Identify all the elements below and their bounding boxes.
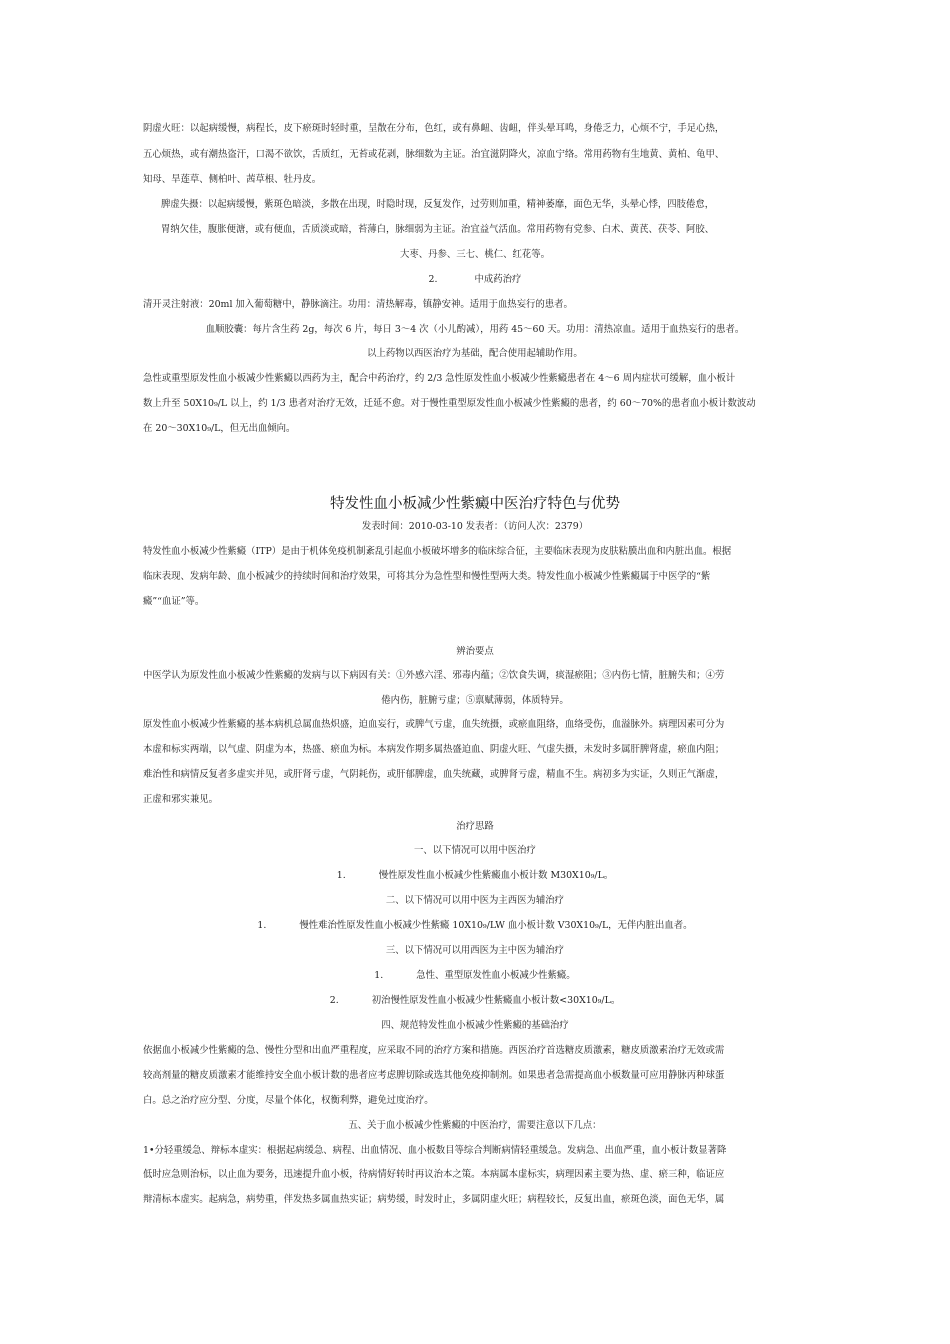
item-number: 1. [257,920,267,931]
xuemai-line: 血顺胶囊：每片含生药 2g，每次 6 片，每日 3～4 次（小儿酌减），用药 45～60 天。功用：清热凉血。适用于血热妄行的患者。 [205,324,745,335]
s5-line-3: 辩清标本虚实。起病急，病势重，伴发热多属血热实证；病势缓，时发时止，多属阴虚火旺；病程较长，反复出血，瘀斑色淡，面色无华，属 [143,1194,725,1205]
s5-heading: 五、关于血小板减少性紫癜的中医治疗，需要注意以下几点： [348,1120,602,1131]
item-text: 慢性难治性原发性血小板减少性紫癜 10X10₉/LW 血小板计数 V30X10₉/L，无伴内脏出血者。 [299,920,693,931]
item-text: 急性、重型原发性血小板减少性紫癜。 [416,970,576,981]
pathogenesis-line-1: 原发性血小板减少性紫癜的基本病机总属血热炽盛，迫血妄行，或脾气亏虚，血失统摄，或瘀血阻络，血络受伤，血溢脉外。病理因素可分为 [143,719,725,730]
yin-xu-line-2: 五心烦热，或有潮热盗汗，口渴不欲饮，舌质红，无苔或花剥，脉细数为主证。治宜滋阴降火，凉血宁络。常用药物有生地黄、黄柏、龟甲、 [143,149,725,160]
heading-zhongchengyao [0,274,950,286]
prognosis-line-1: 急性或重型原发性血小板减少性紫癜以西药为主，配合中药治疗，约 2/3 急性原发性血小板减少性紫癜患者在 4～6 周内症状可缓解，血小板计 [143,373,736,384]
item-text: 慢性原发性血小板减少性紫癜血小板计数 M30X10₉/L。 [378,870,614,881]
s2-item [0,920,950,932]
yin-xu-line-1: 阴虚火旺：以起病缓慢，病程长，皮下瘀斑时轻时重，呈散在分布，色红，或有鼻衄、齿衄，伴头晕耳鸣，身倦乏力，心烦不宁，手足心热， [143,123,725,134]
heading-number: 2. [428,274,438,285]
heading-text: 中成药治疗 [474,274,522,285]
prognosis-line-3: 在 20～30X10₉/L，但无出血倾向。 [143,423,296,434]
causes-line-2: 倦内伤，脏腑亏虚；⑤禀赋薄弱，体质特异。 [381,695,569,706]
s4-line-2: 较高剂量的糖皮质激素才能维持安全血小板计数的患者应考虑脾切除或选其他免疫抑制剂。如果患者急需提高血小板数量可应用静脉丙种球蛋 [143,1070,725,1081]
article-title: 特发性血小板减少性紫癜中医治疗特色与优势 [330,496,620,512]
s4-heading: 四、规范特发性血小板减少性紫癜的基础治疗 [381,1020,569,1031]
s5-line-1: 1•分轻重缓急、辩标本虚实：根据起病缓急、病程、出血情况、血小板数目等综合判断病情轻重缓急。发病急、出血严重，血小板计数显著降 [143,1145,727,1156]
yin-xu-line-3: 知母、旱莲草、侧柏叶、茜草根、牡丹皮。 [143,174,322,185]
s1-heading: 一、以下情况可以用中医治疗 [414,845,536,856]
s5-line-2: 低时应急则治标，以止血为要务，迅速提升血小板，待病情好转时再议治本之策。本病属本虚标实，病理因素主要为热、虚、瘀三种，临证应 [143,1169,725,1180]
item-number: 1. [336,870,346,881]
pathogenesis-line-4: 正虚和邪实兼见。 [143,794,219,805]
causes-line-1: 中医学认为原发性血小板减少性紫癜的发病与以下病因有关：①外感六淫、邪毒内蕴；②饮食失调，痰湿瘀阻；③内伤七情，脏腑失和；④劳 [143,670,725,681]
fuzhu-note: 以上药物以西医治疗为基础，配合使用起辅助作用。 [367,348,583,359]
intro-line-1: 特发性血小板减少性紫癜（ITP）是由于机体免疫机制紊乱引起血小板破坏增多的临床综合征，主要临床表现为皮肤粘膜出血和内脏出血。根据 [143,546,732,557]
s3-heading: 三、以下情况可以用西医为主中医为辅治疗 [385,945,565,956]
s4-line-1: 依据血小板减少性紫癜的急、慢性分型和出血严重程度，应采取不同的治疗方案和措施。西医治疗首选糖皮质激素，糖皮质激素治疗无效或需 [143,1045,725,1056]
article-meta: 发表时间：2010-03-10 发表者：（访问人次：2379） [361,521,589,532]
item-number: 1. [374,970,384,981]
pi-xu-line-3: 大枣、丹参、三七、桃仁、红花等。 [399,249,550,260]
qingkailing-line: 清开灵注射液：20ml 加入葡萄糖中，静脉滴注。功用：清热解毒，镇静安神。适用于血热妄行的患者。 [143,299,573,310]
heading-zhiliao: 治疗思路 [456,821,494,832]
s1-item [0,870,950,882]
heading-bianzhi: 辨治要点 [456,646,494,657]
intro-line-3: 癜”“血证”等。 [143,596,205,607]
s3-item-2 [0,995,950,1007]
pathogenesis-line-2: 本虚和标实两端，以气虚、阴虚为本，热盛、瘀血为标。本病发作期多属热盛迫血、阴虚火旺、气虚失摄，未发时多属肝脾肾虚，瘀血内阻； [143,744,725,755]
pi-xu-line-2: 胃纳欠佳，腹胀便溏，或有便血，舌质淡或暗，苔薄白，脉细弱为主证。治宜益气活血。常用药物有党参、白术、黄芪、茯苓、阿胶、 [161,224,715,235]
prognosis-line-2: 数上升至 50X10₉/L 以上，约 1/3 患者对治疗无效，迁延不愈。对于慢性重型原发性血小板减少性紫癜的患者，约 60～70%的患者血小板计数波动 [143,398,756,409]
s3-item-1 [0,970,950,982]
s4-line-3: 白。总之治疗应分型、分度，尽量个体化，权衡利弊，避免过度治疗。 [143,1095,434,1106]
item-number: 2. [329,995,339,1006]
item-text: 初治慢性原发性血小板减少性紫癜血小板计数<30X10₉/L。 [371,995,621,1006]
intro-line-2: 临床表现、发病年龄、血小板减少的持续时间和治疗效果，可将其分为急性型和慢性型两大类。特发性血小板减少性紫癜属于中医学的“紫 [143,571,711,582]
pi-xu-line-1: 脾虚失摄：以起病缓慢，紫斑色暗淡，多散在出现，时隐时现，反复发作，过劳则加重，精神萎靡，面色无华，头晕心悸，四肢倦怠， [161,199,715,210]
s2-heading: 二、以下情况可以用中医为主西医为辅治疗 [385,895,565,906]
pathogenesis-line-3: 难治性和病情反复者多虚实并见，或肝肾亏虚，气阴耗伤，或肝郁脾虚，血失统藏，或脾肾亏虚，精血不生。病初多为实证，久则正气渐虚， [143,769,725,780]
